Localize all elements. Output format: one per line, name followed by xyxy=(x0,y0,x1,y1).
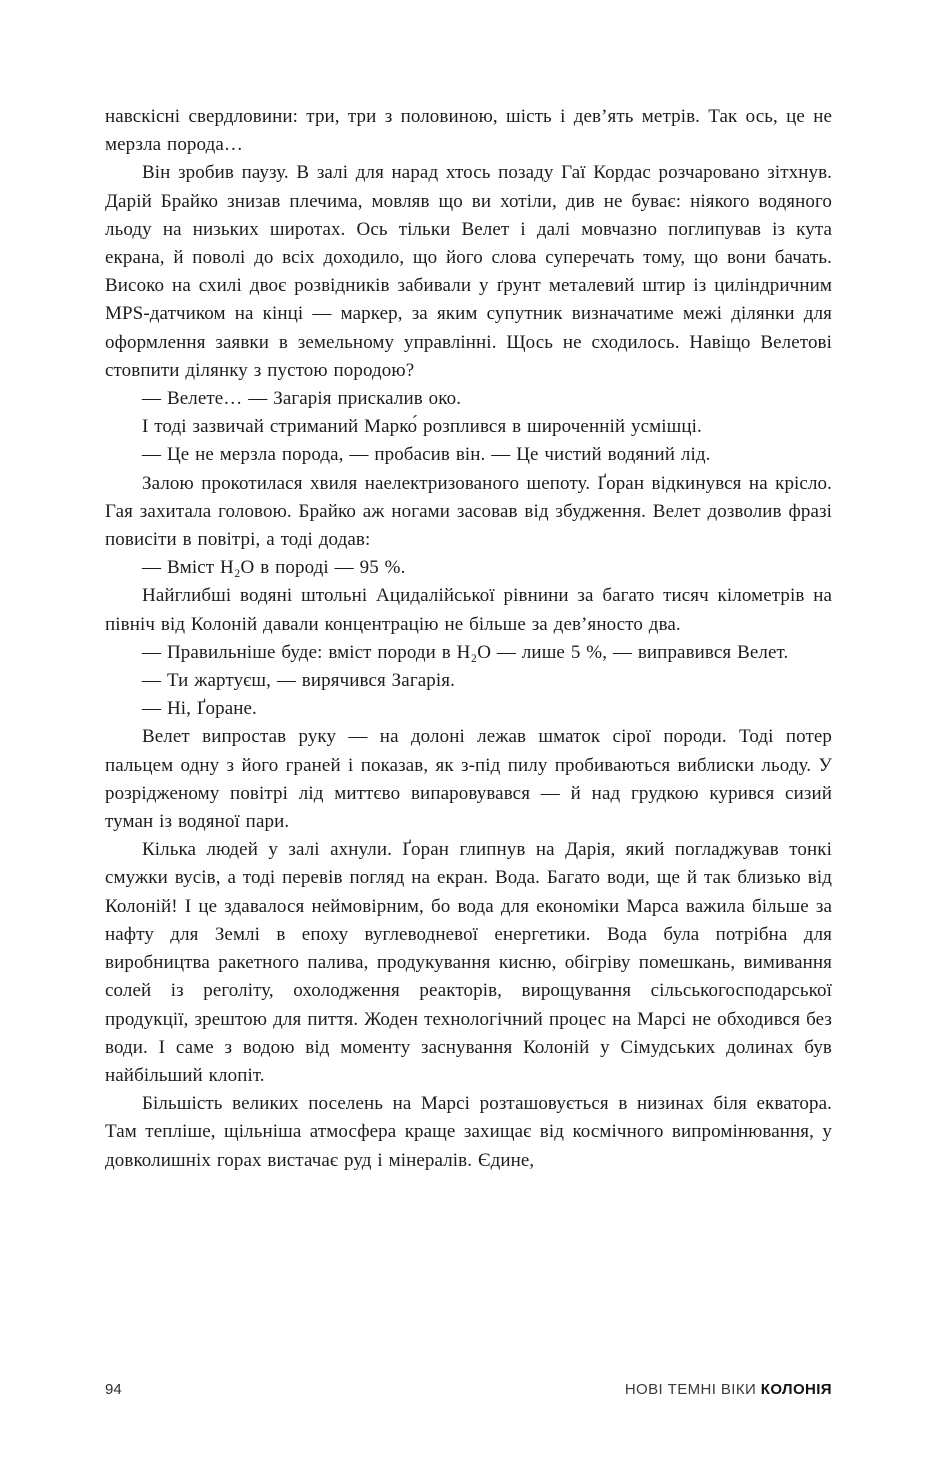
paragraph-dialogue: — Вміст H₂O в породі — 95 %. xyxy=(142,557,406,579)
paragraph: Кілька людей у залі ахнули. Ґоран глипнув на Дарія, який погладжував тонкі смужки вусів, а тоді перевів погляд на екран. Вода. Багато води, ще й так близько від Колоній! І це здавалося неймовірним, бо вода для економіки Марса важила більше за нафту для Землі в епоху вуглеводневої енергетики. Вода була потрібна для виробництва ракетного палива, продукування кисню, обігріву помешкань, вимивання солей із реголіту, охолодження реакторів, вирощування сільськогосподарської продукції, зрештою для пиття. Жоден технологічний процес на Марсі не обходився без води. І саме з водою від моменту заснування Колоній у Сімудських долинах був найбільший клопіт. xyxy=(105,839,832,1086)
paragraph-dialogue: — Ти жартуєш, — вирячився Загарія. xyxy=(142,670,455,692)
paragraph-dialogue: — Велете… — Загарія прискалив око. xyxy=(142,388,462,410)
book-title: КОЛОНІЯ xyxy=(760,1381,832,1398)
body-text xyxy=(105,103,832,1175)
paragraph: І тоді зазвичай стриманий Марко́ розплився в широченній усмішці. xyxy=(142,416,702,438)
paragraph-dialogue: — Правильніше буде: вміст породи в H₂O — лише 5 %, — виправився Велет. xyxy=(142,641,789,663)
series-name: НОВІ ТЕМНІ ВІКИ xyxy=(624,1381,757,1398)
paragraph-dialogue: — Це не мерзла порода, — пробасив він. — Це чистий водяний лід. xyxy=(142,444,711,466)
page-number: 94 xyxy=(105,1381,122,1398)
paragraph: Велет випростав руку — на долоні лежав шматок сірої породи. Тоді потер пальцем одну з його граней і показав, як з-під пилу пробиваються виблиски льоду. У розрідженому повітрі лід миттєво випаровувався — й над грудкою курився сизий туман із водяної пари. xyxy=(105,726,832,833)
paragraph: навскісні свердловини: три, три з половиною, шість і дев’ять метрів. Так ось, це не мерзла порода… xyxy=(105,106,832,156)
running-title xyxy=(625,1381,832,1398)
paragraph: Найглибші водяні штольні Ацидалійської рівнини за багато тисяч кілометрів на північ від Колоній давали концентрацію не більше за дев’яносто два. xyxy=(105,585,832,635)
paragraph: Він зробив паузу. В залі для нарад хтось позаду Гаї Кордас розчаровано зітхнув. Дарій Брайко знизав плечима, мовляв що ви хотіли, див не буває: ніякого водяного льоду на низьких широтах. Ось тільки Велет і далі мовчазно поглипував із кута екрана, й поволі до всіх доходило, що його слова суперечать тому, що вони бачать. Високо на схилі двоє розвідників забивали у ґрунт металевий штир із циліндричним MPS-датчиком на кінці — маркер, за яким супутник визначатиме межі ділянки для оформлення заявки в земельному управлінні. Щось не сходилось. Навіщо Велетові стовпити ділянку з пустою породою? xyxy=(105,162,832,381)
paragraph-dialogue: — Ні, Ґоране. xyxy=(142,698,257,720)
paragraph: Більшість великих поселень на Марсі розташовується в низинах біля екватора. Там тепліше, щільніша атмосфера краще захищає від космічного випромінювання, у довколишніх горах вистачає руд і мінералів. Єдине, xyxy=(105,1093,832,1171)
page-footer xyxy=(105,1381,832,1398)
paragraph: Залою прокотилася хвиля наелектризованого шепоту. Ґоран відкинувся на крісло. Гая захитала головою. Брайко аж ногами засовав від збудження. Велет дозволив фразі повисіти в повітрі, а тоді додав: xyxy=(105,472,832,551)
